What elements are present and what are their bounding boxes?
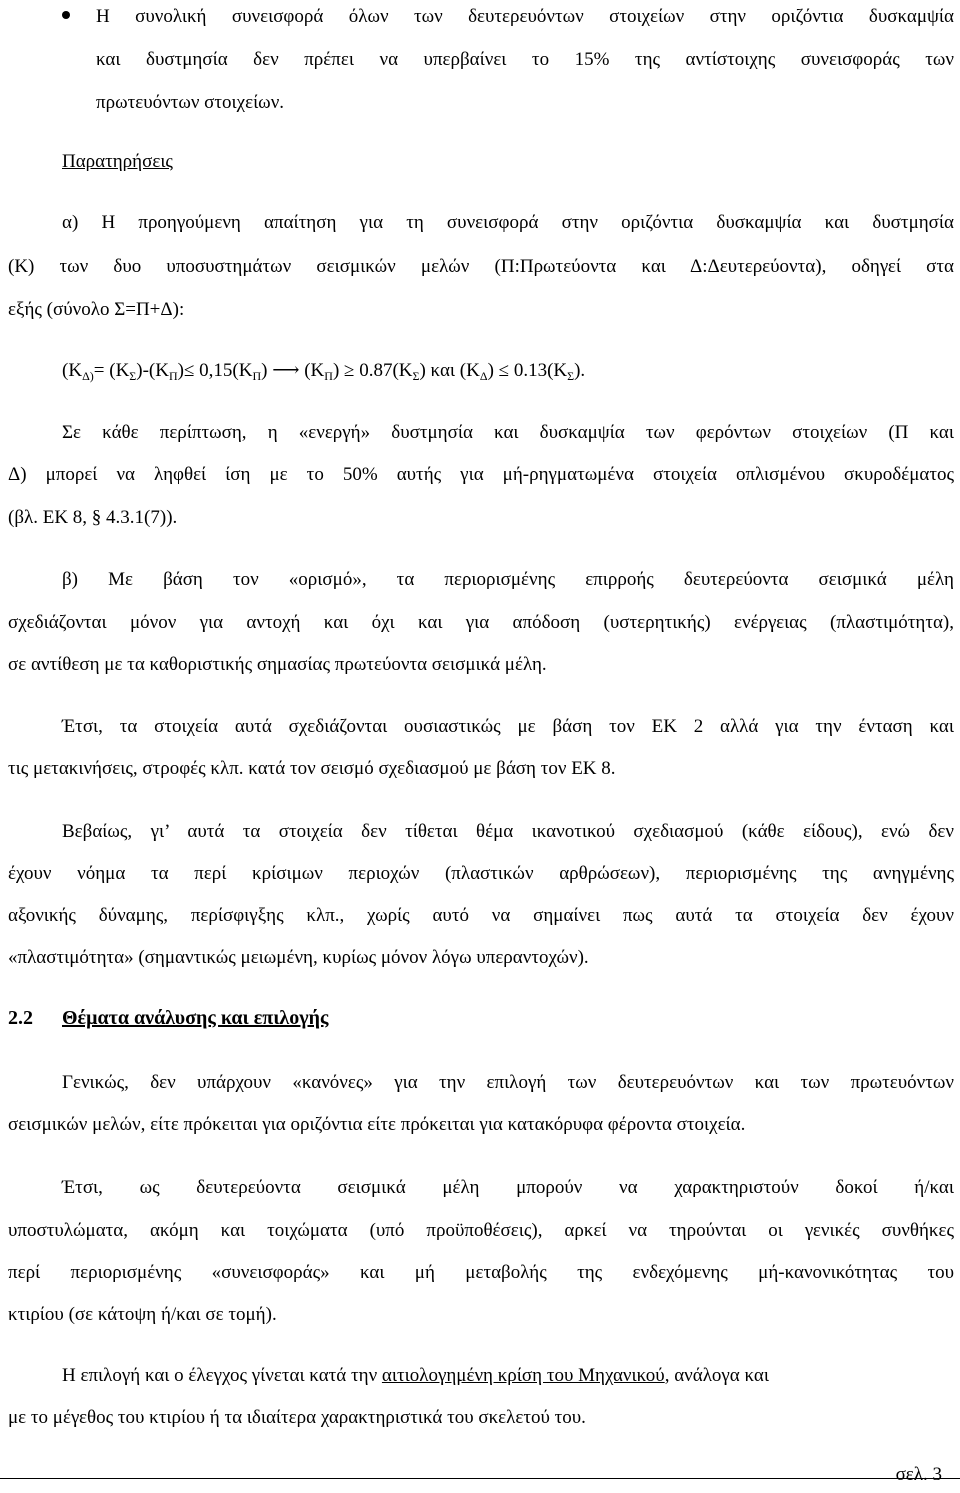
bullet-item: [96, 5, 954, 29]
para-a-line-1: α) Η προηγούμενη απαίτηση για τη συνεισφορά στην οριζόντια δυσκαμψία και δυστμησία: [62, 212, 954, 233]
para-a-line-2: (Κ) των δυο υποσυστημάτων σεισμικών μελών (Π:Πρωτεύοντα και Δ:Δευτερεύοντα), οδηγεί στα: [8, 256, 954, 277]
para-choice-line-1: Η επιλογή και ο έλεγχος γίνεται κατά την αιτιολογημένη κρίση του Μηχανικού, ανάλογα και: [62, 1365, 769, 1386]
para-of-course-line-3: αξονικής δύναμης, περίσφιγξης κλπ., χωρίς αυτό να σημαίνει πως αυτά τα στοιχεία δεν έχουν: [8, 905, 954, 926]
formula: ($K_{\Delta)}= (K_\Sigma)-(K_\Pi)\le 0,15(K_\Pi)$ ⟶ $(K_\Pi) \ge 0.87(K_\Sigma)$ και $(K_\Delta) \le 0.13(K_\Sigma)$.: [62, 360, 586, 383]
para-thus-line-2: τις μετακινήσεις, στροφές κλπ. κατά τον σεισμό σχεδιασμού με βάση τον ΕΚ 8.: [8, 758, 616, 779]
para-b-line-1: β) Με βάση τον «ορισμό», τα περιορισμένης επιρροής δευτερεύοντα σεισμικά μέλη: [62, 569, 954, 590]
bullet-icon: [62, 11, 70, 19]
bullet-line-3: πρωτευόντων στοιχείων.: [96, 92, 285, 113]
para-b-line-3: σε αντίθεση με τα καθοριστικής σημασίας πρωτεύοντα σεισμικά μέλη.: [8, 654, 547, 675]
para-active-line-2: Δ) μπορεί να ληφθεί ίση με το 50% αυτής για μή-ρηγματωμένα στοιχεία οπλισμένου σκυροδέματος: [8, 464, 954, 485]
para-b-line-2: σχεδιάζονται μόνον για αντοχή και όχι και για απόδοση (υστερητικής) ενέργειας (πλαστιμότητα),: [8, 612, 954, 633]
section-title: Θέματα ανάλυσης και επιλογής: [62, 1007, 329, 1029]
para-of-course-line-4: «πλαστιμότητα» (σημαντικώς μειωμένη, κυρίως μόνον λόγω υπεραντοχών).: [8, 947, 589, 968]
bullet-line-2: και δυστμησία δεν πρέπει να υπερβαίνει το 15% της αντίστοιχης συνεισφοράς των: [96, 49, 954, 70]
para-active-line-1: Σε κάθε περίπτωση, η «ενεργή» δυστμησία και δυσκαμψία των φερόντων στοιχείων (Π και: [62, 422, 954, 443]
para-choice-line-2: με το μέγεθος του κτιρίου ή τα ιδιαίτερα χαρακτηριστικά του σκελετού του.: [8, 1407, 586, 1428]
section-number: 2.2: [8, 1007, 33, 1029]
para-active-line-3: (βλ. ΕΚ 8, § 4.3.1(7)).: [8, 507, 178, 528]
bullet-line-1: Η συνολική συνεισφορά όλων των δευτερευόντων στοιχείων στην οριζόντια δυσκαμψία: [96, 6, 954, 27]
para-thus2-line-4: κτιρίου (σε κάτοψη ή/και σε τομή).: [8, 1304, 277, 1325]
para-thus-line-1: Έτσι, τα στοιχεία αυτά σχεδιάζονται ουσιαστικώς με βάση τον ΕΚ 2 αλλά για την ένταση και: [62, 716, 954, 737]
footer-rule: [0, 1478, 960, 1479]
para-thus2-line-2: υποστυλώματα, ακόμη και τοιχώματα (υπό προϋποθέσεις), αρκεί να τηρούνται οι γενικές συνθήκες: [8, 1220, 954, 1241]
para-of-course-line-2: έχουν νόημα τα περί κρίσιμων περιοχών (πλαστικών αρθρώσεων), περιορισμένης της ανηγμένης: [8, 863, 954, 884]
para-generally-line-1: Γενικώς, δεν υπάρχουν «κανόνες» για την επιλογή των δευτερευόντων και των πρωτευόντων: [62, 1072, 954, 1093]
para-generally-line-2: σεισμικών μελών, είτε πρόκειται για οριζόντια είτε πρόκειται για κατακόρυφα φέροντα στοιχεία.: [8, 1114, 746, 1135]
para-thus2-line-3: περί περιορισμένης «συνεισφοράς» και μή μεταβολής της ενδεχόμενης μή-κανονικότητας του: [8, 1262, 954, 1283]
engineer-judgement-text: αιτιολογημένη κρίση του Μηχανικού: [381, 1365, 665, 1386]
page-number: σελ. 3: [895, 1464, 942, 1485]
para-thus2-line-1: Έτσι, ως δευτερεύοντα σεισμικά μέλη μπορούν να χαρακτηριστούν δοκοί ή/και: [62, 1177, 954, 1198]
para-a-line-3: εξής (σύνολο Σ=Π+Δ):: [8, 299, 185, 320]
remarks-heading: Παρατηρήσεις: [62, 151, 173, 172]
para-of-course-line-1: Βεβαίως, γι’ αυτά τα στοιχεία δεν τίθεται θέμα ικανοτικού σχεδιασμού (κάθε είδους), ενώ δεν: [62, 821, 954, 842]
